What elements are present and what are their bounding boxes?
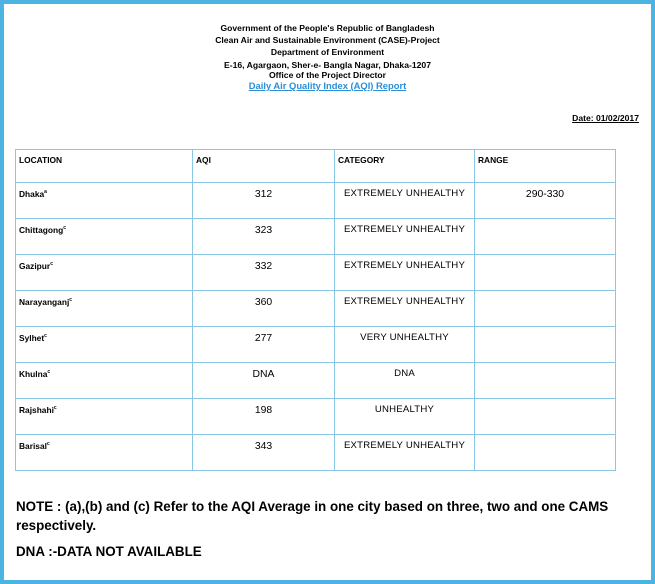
table-row	[16, 183, 616, 219]
location-cell	[16, 291, 193, 327]
header-range: RANGE	[475, 150, 616, 183]
category-cell: EXTREMELY UNHEALTHY	[335, 255, 475, 291]
table-row	[16, 435, 616, 471]
range-cell	[475, 435, 616, 471]
dna-legend: DNA :-DATA NOT AVAILABLE	[16, 544, 202, 559]
category-cell: EXTREMELY UNHEALTHY	[335, 291, 475, 327]
range-cell	[475, 363, 616, 399]
table-row	[16, 363, 616, 399]
header-aqi: AQI	[193, 150, 335, 183]
report-header	[0, 22, 655, 91]
footnote: NOTE : (a),(b) and (c) Refer to the AQI Average in one city based on three, two and one CAMS respectively.	[16, 499, 609, 533]
range-cell	[475, 327, 616, 363]
table-row	[16, 255, 616, 291]
aqi-value-cell: 332	[193, 255, 335, 291]
aqi-value-cell: DNA	[193, 363, 335, 399]
location-marker: c	[53, 405, 57, 412]
location-marker: a	[44, 189, 47, 196]
table-row	[16, 399, 616, 435]
location-name: Rajshahi	[19, 405, 54, 415]
location-marker: c	[46, 441, 50, 448]
aqi-value-cell: 312	[193, 183, 335, 219]
location-name: Dhaka	[19, 189, 45, 199]
location-cell	[16, 255, 193, 291]
location-cell	[16, 363, 193, 399]
header-category: CATEGORY	[335, 150, 475, 183]
table-header-row	[16, 150, 616, 183]
category-cell: VERY UNHEALTHY	[335, 327, 475, 363]
location-name: Barisal	[19, 441, 47, 451]
category-cell: EXTREMELY UNHEALTHY	[335, 219, 475, 255]
header-location: LOCATION	[16, 150, 193, 183]
aqi-table	[15, 149, 616, 471]
location-name: Khulna	[19, 369, 48, 379]
location-marker: c	[50, 261, 53, 268]
location-name: Gazipur	[19, 261, 51, 271]
aqi-value-cell: 198	[193, 399, 335, 435]
range-cell	[475, 255, 616, 291]
header-address: E-16, Agargaon, Sher-e- Bangla Nagar, Dhaka-1207	[224, 59, 431, 70]
range-cell	[475, 219, 616, 255]
header-project: Clean Air and Sustainable Environment (CASE)-Project	[215, 35, 440, 46]
header-government: Government of the People's Republic of Bangladesh	[220, 23, 435, 33]
aqi-value-cell: 323	[193, 219, 335, 255]
aqi-value-cell: 360	[193, 291, 335, 327]
header-department: Department of Environment	[270, 47, 385, 58]
location-cell	[16, 399, 193, 435]
location-cell	[16, 183, 193, 219]
category-cell: DNA	[335, 363, 475, 399]
location-cell	[16, 327, 193, 363]
location-marker: c	[63, 225, 66, 232]
location-marker: c	[44, 333, 47, 340]
location-name: Sylhet	[19, 333, 45, 343]
location-marker: c	[47, 369, 51, 376]
range-cell	[475, 291, 616, 327]
location-name: Chittagong	[19, 225, 64, 235]
category-cell: EXTREMELY UNHEALTHY	[335, 435, 475, 471]
category-cell: UNHEALTHY	[335, 399, 475, 435]
report-date: Date: 01/02/2017	[572, 113, 639, 123]
location-name: Narayanganj	[19, 297, 70, 307]
category-cell: EXTREMELY UNHEALTHY	[335, 183, 475, 219]
location-cell	[16, 219, 193, 255]
location-marker: c	[69, 297, 73, 304]
table-row	[16, 327, 616, 363]
location-cell	[16, 435, 193, 471]
aqi-value-cell: 277	[193, 327, 335, 363]
header-office: Office of the Project Director	[269, 69, 386, 80]
aqi-value-cell: 343	[193, 435, 335, 471]
range-cell: 290-330	[475, 183, 616, 219]
table-row	[16, 291, 616, 327]
report-title: Daily Air Quality Index (AQI) Report	[248, 79, 407, 91]
table-row	[16, 219, 616, 255]
range-cell	[475, 399, 616, 435]
